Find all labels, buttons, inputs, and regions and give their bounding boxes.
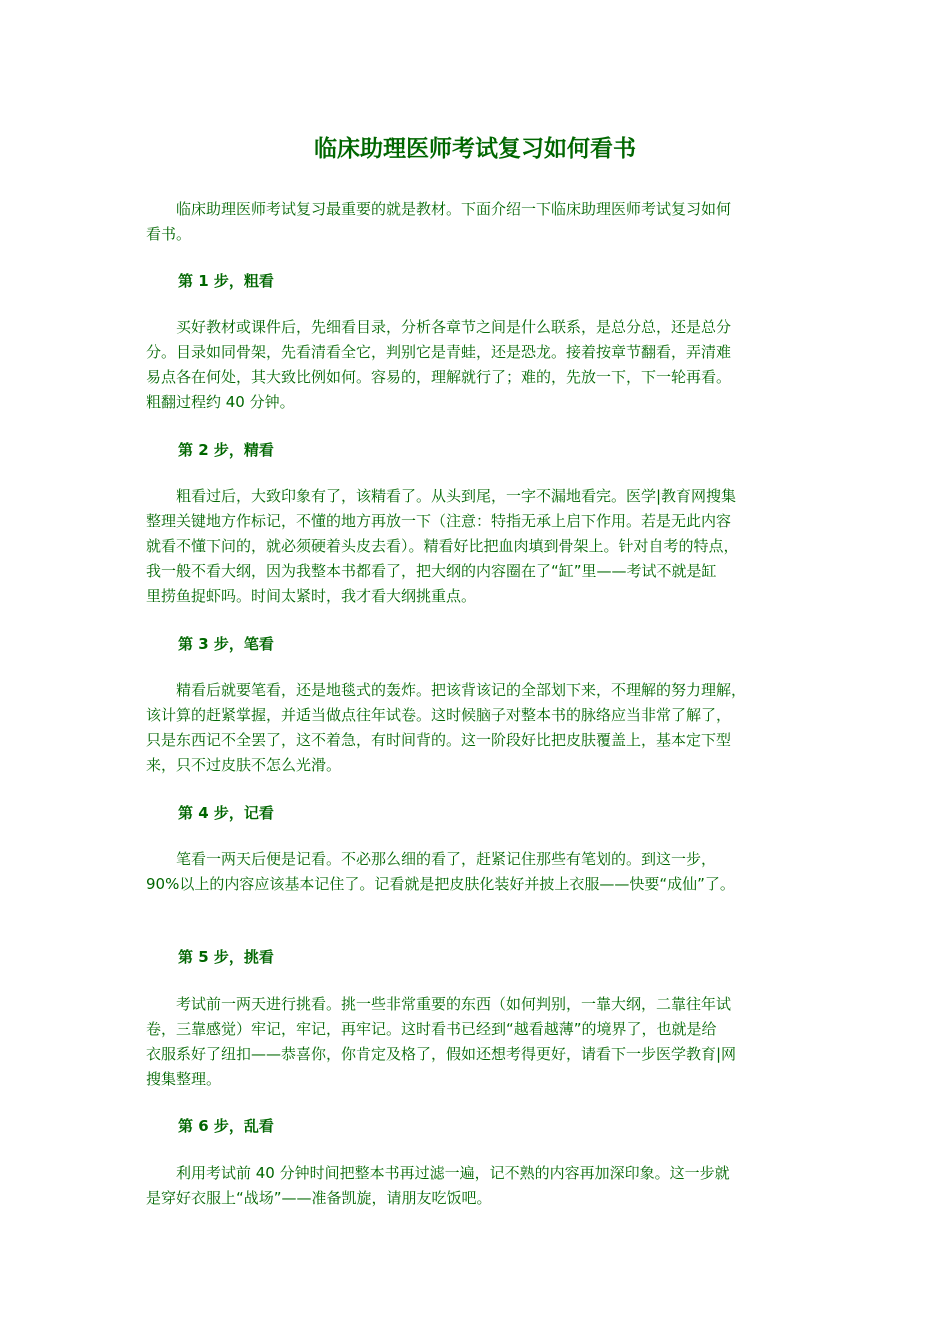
step-6-heading: 第 6 步，乱看 xyxy=(178,1117,274,1135)
paragraph-line: 利用考试前 40 分钟时间把整本书再过滤一遍，记不熟的内容再加深印象。这一步就 xyxy=(146,1164,730,1182)
step-1-paragraph xyxy=(146,315,814,415)
paragraph-line: 整理关键地方作标记，不懂的地方再放一下（注意：特指无承上启下作用。若是无此内容 xyxy=(146,512,732,530)
paragraph-line: 里捞鱼捉虾吗。时间太紧时，我才看大纲挑重点。 xyxy=(146,587,477,605)
paragraph-line: 搜集整理。 xyxy=(146,1070,222,1088)
step-2-paragraph xyxy=(146,484,814,609)
paragraph-line: 粗看过后，大致印象有了，该精看了。从头到尾，一字不漏地看完。医学|教育网搜集 xyxy=(146,487,737,505)
step-4-heading: 第 4 步，记看 xyxy=(178,804,274,822)
paragraph-line: 该计算的赶紧掌握，并适当做点往年试卷。这时候脑子对整本书的脉络应当非常了解了， xyxy=(146,706,732,724)
paragraph-line: 临床助理医师考试复习最重要的就是教材。下面介绍一下临床助理医师考试复习如何 xyxy=(146,200,732,218)
paragraph-line: 分。目录如同骨架，先看清看全它，判别它是青蛙，还是恐龙。接着按章节翻看，弄清难 xyxy=(146,343,732,361)
paragraph-line: 衣服系好了纽扣——恭喜你，你肯定及格了，假如还想考得更好，请看下一步医学教育|网 xyxy=(146,1045,737,1063)
step-2-heading: 第 2 步，精看 xyxy=(178,441,274,459)
paragraph-line: 买好教材或课件后，先细看目录，分析各章节之间是什么联系，是总分总，还是总分 xyxy=(146,318,732,336)
step-3-heading: 第 3 步，笔看 xyxy=(178,635,274,653)
paragraph-line: 我一般不看大纲，因为我整本书都看了，把大纲的内容圈在了“缸”里——考试不就是缸 xyxy=(146,562,717,580)
paragraph-line: 看书。 xyxy=(146,225,192,243)
paragraph-line: 精看后就要笔看，还是地毯式的轰炸。把该背该记的全部划下来，不理解的努力理解， xyxy=(146,681,747,699)
step-1-heading: 第 1 步，粗看 xyxy=(178,272,274,290)
step-6-paragraph xyxy=(146,1161,814,1211)
step-4-paragraph xyxy=(146,847,814,897)
paragraph-line: 卷，三靠感觉）牢记，牢记，再牢记。这时看书已经到“越看越薄”的境界了，也就是给 xyxy=(146,1020,717,1038)
paragraph-line: 90%以上的内容应该基本记住了。记看就是把皮肤化装好并披上衣服——快要“成仙”了。 xyxy=(146,875,735,893)
paragraph-line: 粗翻过程约 40 分钟。 xyxy=(146,393,295,411)
paragraph-line: 是穿好衣服上“战场”——准备凯旋，请朋友吃饭吧。 xyxy=(146,1189,492,1207)
step-5-paragraph xyxy=(146,992,814,1092)
paragraph-line: 易点各在何处，其大致比例如何。容易的，理解就行了；难的，先放一下，下一轮再看。 xyxy=(146,368,732,386)
paragraph-line: 来，只不过皮肤不怎么光滑。 xyxy=(146,756,342,774)
paragraph-line: 只是东西记不全罢了，这不着急，有时间背的。这一阶段好比把皮肤覆盖上，基本定下型 xyxy=(146,731,732,749)
paragraph-line: 考试前一两天进行挑看。挑一些非常重要的东西（如何判别，一靠大纲，二靠往年试 xyxy=(146,995,732,1013)
document-title: 临床助理医师考试复习如何看书 xyxy=(314,136,636,162)
step-3-paragraph xyxy=(146,678,814,778)
step-5-heading: 第 5 步，挑看 xyxy=(178,948,274,966)
paragraph-line: 笔看一两天后便是记看。不必那么细的看了，赶紧记住那些有笔划的。到这一步， xyxy=(146,850,717,868)
paragraph-line: 就看不懂下问的，就必须硬着头皮去看）。精看好比把血肉填到骨架上。针对自考的特点， xyxy=(146,537,739,555)
intro-paragraph xyxy=(146,197,814,247)
